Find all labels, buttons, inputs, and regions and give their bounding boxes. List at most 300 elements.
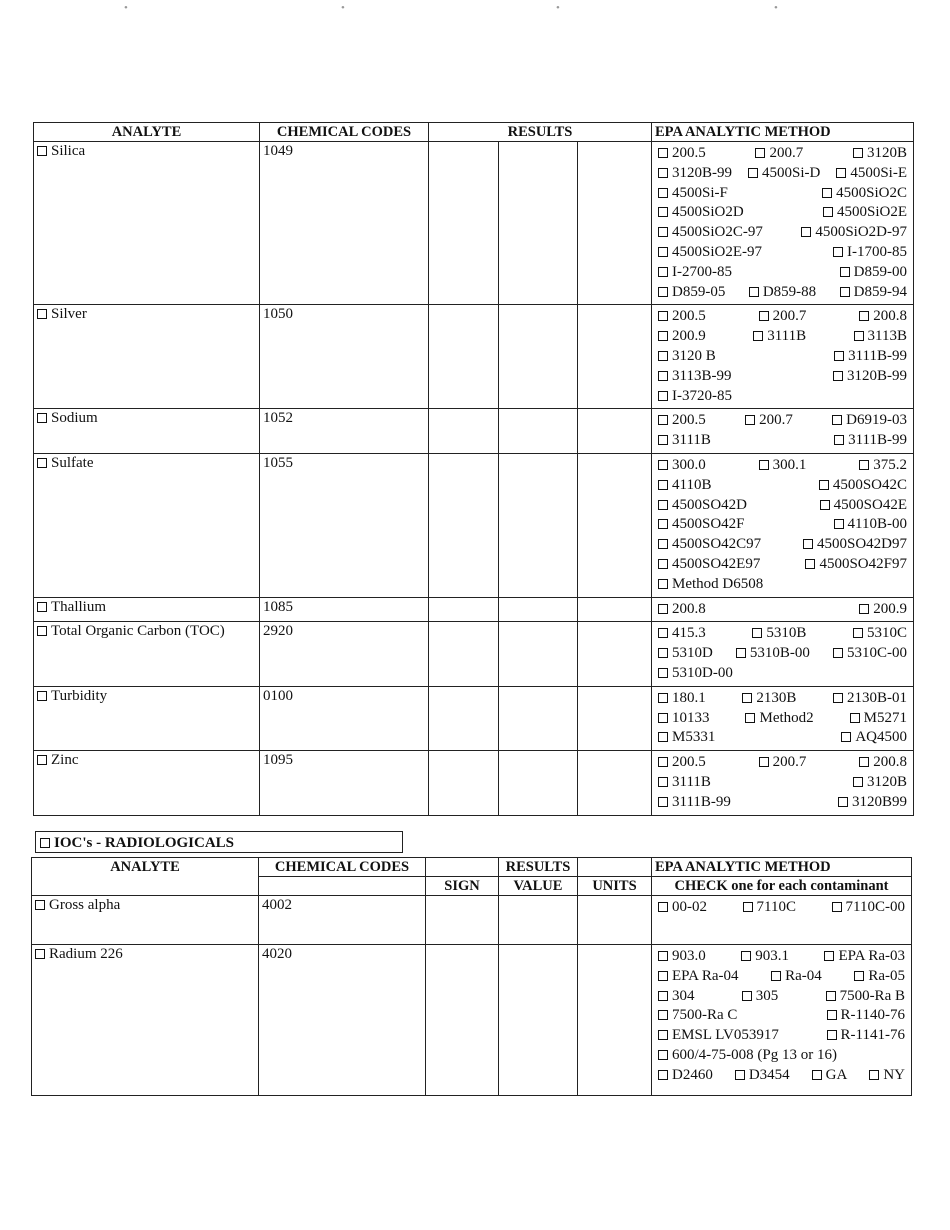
- method-option[interactable]: [658, 624, 706, 644]
- method-option[interactable]: [826, 987, 905, 1007]
- method-option[interactable]: [658, 164, 732, 184]
- method-option[interactable]: [836, 164, 907, 184]
- method-code: 4500SO42C: [832, 476, 907, 493]
- checkbox-icon[interactable]: [37, 755, 47, 765]
- checkbox-icon[interactable]: [827, 1010, 837, 1020]
- checkbox-icon[interactable]: [742, 991, 752, 1001]
- result-units-cell[interactable]: [578, 945, 652, 1096]
- checkbox-icon[interactable]: [824, 951, 834, 961]
- checkbox-icon[interactable]: [745, 713, 755, 723]
- method-option[interactable]: [827, 1026, 905, 1046]
- method-option[interactable]: [759, 456, 807, 476]
- method-line: [658, 203, 907, 223]
- method-option[interactable]: [658, 307, 706, 327]
- checkbox-icon[interactable]: [748, 168, 758, 178]
- method-option[interactable]: [853, 624, 907, 644]
- checkbox-icon[interactable]: [35, 900, 45, 910]
- method-code: I-2700-85: [672, 263, 732, 280]
- method-code: 200.9: [873, 600, 907, 617]
- method-line: [658, 387, 907, 407]
- checkbox-icon[interactable]: [833, 693, 843, 703]
- checkbox-icon[interactable]: [827, 1030, 837, 1040]
- analyte-name: Turbidity: [51, 687, 108, 704]
- checkbox-icon[interactable]: [859, 757, 869, 767]
- checkbox-icon[interactable]: [859, 604, 869, 614]
- checkbox-icon[interactable]: [812, 1070, 822, 1080]
- method-line: [658, 555, 907, 575]
- method-option[interactable]: [658, 689, 706, 709]
- method-option[interactable]: [752, 624, 806, 644]
- method-option[interactable]: [822, 184, 907, 204]
- method-option[interactable]: [742, 987, 779, 1007]
- analyte-cell[interactable]: [32, 896, 259, 945]
- method-option[interactable]: [827, 1006, 905, 1026]
- checkbox-icon[interactable]: [745, 415, 755, 425]
- checkbox-icon[interactable]: [819, 480, 829, 490]
- method-code: 4500SO42C97: [672, 536, 762, 553]
- method-option[interactable]: [658, 515, 745, 535]
- checkbox-icon[interactable]: [37, 413, 47, 423]
- method-option[interactable]: [658, 1066, 713, 1086]
- method-line: [658, 476, 907, 496]
- checkbox-icon[interactable]: [37, 626, 47, 636]
- checkbox-icon[interactable]: [840, 267, 850, 277]
- checkbox-icon[interactable]: [35, 949, 45, 959]
- checkbox-icon[interactable]: [826, 991, 836, 1001]
- table-row: [34, 686, 914, 750]
- result-sign-cell[interactable]: [429, 751, 499, 815]
- checkbox-icon[interactable]: [658, 267, 668, 277]
- checkbox-icon[interactable]: [759, 757, 769, 767]
- checkbox-icon[interactable]: [841, 732, 851, 742]
- method-code: 4500SO42E: [833, 496, 907, 513]
- codes-sub-blank: [259, 877, 426, 896]
- method-option[interactable]: [658, 644, 713, 664]
- method-option[interactable]: [833, 689, 907, 709]
- method-option[interactable]: [658, 327, 706, 347]
- checkbox-icon[interactable]: [37, 458, 47, 468]
- method-option[interactable]: [840, 283, 907, 303]
- method-option[interactable]: [658, 243, 762, 263]
- method-code: M5271: [863, 709, 907, 726]
- checkbox-icon[interactable]: [771, 971, 781, 981]
- analyte-cell[interactable]: [34, 142, 260, 305]
- result-units-cell[interactable]: [578, 142, 652, 305]
- chemical-code: 2920: [260, 622, 429, 686]
- checkbox-icon[interactable]: [658, 1070, 668, 1080]
- checkbox-icon[interactable]: [658, 500, 668, 510]
- method-code: 600/4-75-008 (Pg 13 or 16): [672, 1046, 837, 1063]
- result-value-cell[interactable]: [499, 896, 578, 945]
- method-option[interactable]: [658, 793, 731, 813]
- result-value-cell[interactable]: [499, 622, 578, 686]
- analyte-name: Sodium: [51, 410, 98, 427]
- checkbox-icon[interactable]: [833, 371, 843, 381]
- result-units-cell[interactable]: [578, 896, 652, 945]
- result-value-cell[interactable]: [499, 409, 578, 454]
- checkbox-icon[interactable]: [836, 168, 846, 178]
- checkbox-icon[interactable]: [853, 777, 863, 787]
- checkbox-icon[interactable]: [658, 1050, 668, 1060]
- method-code: 180.1: [672, 689, 706, 706]
- method-code: 5310D-00: [672, 664, 733, 681]
- method-option[interactable]: [819, 476, 907, 496]
- checkbox-icon[interactable]: [40, 838, 50, 848]
- checkbox-icon[interactable]: [658, 247, 668, 257]
- method-option[interactable]: [658, 947, 706, 967]
- checkbox-icon[interactable]: [801, 227, 811, 237]
- checkbox-icon[interactable]: [805, 559, 815, 569]
- result-units-cell[interactable]: [578, 305, 652, 409]
- method-option[interactable]: [771, 967, 822, 987]
- checkbox-icon[interactable]: [658, 1030, 668, 1040]
- checkbox-icon[interactable]: [759, 311, 769, 321]
- method-option[interactable]: [658, 367, 731, 387]
- checkbox-icon[interactable]: [658, 311, 668, 321]
- method-option[interactable]: [823, 203, 907, 223]
- checkbox-icon[interactable]: [834, 435, 844, 445]
- checkbox-icon[interactable]: [759, 460, 769, 470]
- method-line: [658, 456, 907, 476]
- result-sign-cell[interactable]: [429, 622, 499, 686]
- checkbox-icon[interactable]: [823, 207, 833, 217]
- method-option[interactable]: [859, 600, 907, 620]
- checkbox-icon[interactable]: [752, 628, 762, 638]
- method-option[interactable]: [658, 1026, 779, 1046]
- radiologicals-section-title[interactable]: IOC's - RADIOLOGICALS: [35, 831, 403, 853]
- method-option[interactable]: [658, 263, 732, 283]
- method-option[interactable]: [748, 164, 820, 184]
- result-units-cell[interactable]: [578, 597, 652, 622]
- method-option[interactable]: [759, 307, 807, 327]
- result-sign-cell[interactable]: [429, 305, 499, 409]
- method-code: 4500SiO2D: [672, 204, 744, 221]
- method-option[interactable]: [658, 496, 747, 516]
- method-option[interactable]: [840, 263, 907, 283]
- method-option[interactable]: [658, 709, 710, 729]
- method-code: R-1140-76: [840, 1007, 905, 1024]
- table-row: [34, 597, 914, 622]
- checkbox-icon[interactable]: [735, 1070, 745, 1080]
- method-option[interactable]: [824, 947, 905, 967]
- result-units-cell[interactable]: [578, 751, 652, 815]
- method-option[interactable]: [869, 1066, 905, 1086]
- method-code: I-3720-85: [672, 387, 732, 404]
- method-option[interactable]: [658, 967, 739, 987]
- method-code: 200.5: [672, 145, 706, 161]
- result-sign-cell[interactable]: [429, 597, 499, 622]
- checkbox-icon[interactable]: [658, 371, 668, 381]
- method-option[interactable]: [658, 555, 760, 575]
- method-option[interactable]: [658, 144, 706, 164]
- method-code: D859-88: [762, 283, 817, 300]
- method-code: EMSL LV053917: [672, 1027, 779, 1044]
- method-option[interactable]: [658, 753, 706, 773]
- checkbox-icon[interactable]: [743, 902, 753, 912]
- method-option[interactable]: [658, 575, 763, 595]
- method-code: 4500SiO2C-97: [672, 224, 763, 241]
- method-option[interactable]: [859, 307, 907, 327]
- method-code: 200.5: [672, 308, 706, 325]
- method-option[interactable]: [832, 898, 905, 918]
- checkbox-icon[interactable]: [658, 579, 668, 589]
- result-sign-cell[interactable]: [429, 453, 499, 597]
- method-code: 3120B: [866, 773, 907, 790]
- method-option[interactable]: [658, 987, 695, 1007]
- result-units-cell[interactable]: [578, 453, 652, 597]
- checkbox-icon[interactable]: [832, 415, 842, 425]
- method-line: [658, 644, 907, 664]
- result-sign-cell[interactable]: [429, 142, 499, 305]
- table-row: [32, 896, 912, 945]
- checkbox-icon[interactable]: [749, 287, 759, 297]
- checkbox-icon[interactable]: [658, 519, 668, 529]
- method-code: NY: [883, 1066, 905, 1083]
- method-option[interactable]: [805, 555, 907, 575]
- method-option[interactable]: [658, 223, 763, 243]
- checkbox-icon[interactable]: [741, 951, 751, 961]
- method-option[interactable]: [854, 327, 907, 347]
- result-value-cell[interactable]: [499, 945, 578, 1096]
- method-option[interactable]: [850, 709, 907, 729]
- checkbox-icon[interactable]: [658, 604, 668, 614]
- analyte-cell[interactable]: [34, 453, 260, 597]
- checkbox-icon[interactable]: [658, 227, 668, 237]
- checkbox-icon[interactable]: [658, 797, 668, 807]
- method-option[interactable]: [658, 1006, 737, 1026]
- method-option[interactable]: [735, 1066, 790, 1086]
- checkbox-icon[interactable]: [658, 757, 668, 767]
- result-value-cell[interactable]: [499, 597, 578, 622]
- method-option[interactable]: [832, 411, 907, 431]
- method-code: 4500SiO2E: [836, 204, 907, 221]
- method-code: 415.3: [672, 625, 706, 642]
- checkbox-icon[interactable]: [658, 207, 668, 217]
- method-line: [658, 164, 907, 184]
- method-option[interactable]: [658, 728, 715, 748]
- analyte-cell[interactable]: [34, 751, 260, 815]
- checkbox-icon[interactable]: [853, 148, 863, 158]
- checkbox-icon[interactable]: [37, 691, 47, 701]
- checkbox-icon[interactable]: [658, 188, 668, 198]
- analyte-cell[interactable]: [34, 622, 260, 686]
- result-sign-cell[interactable]: [429, 409, 499, 454]
- chemical-code: 4020: [259, 945, 426, 1096]
- result-sign-cell[interactable]: [426, 896, 499, 945]
- checkbox-icon[interactable]: [833, 648, 843, 658]
- result-sign-cell[interactable]: [426, 945, 499, 1096]
- method-option[interactable]: [833, 644, 907, 664]
- checkbox-icon[interactable]: [658, 902, 668, 912]
- checkbox-icon[interactable]: [832, 902, 842, 912]
- method-option[interactable]: [820, 496, 907, 516]
- checkbox-icon[interactable]: [658, 951, 668, 961]
- checkbox-icon[interactable]: [869, 1070, 879, 1080]
- method-option[interactable]: [658, 347, 716, 367]
- method-header: EPA ANALYTIC METHOD: [652, 123, 914, 142]
- method-code: 200.8: [873, 308, 907, 325]
- checkbox-icon[interactable]: [803, 539, 813, 549]
- checkbox-icon[interactable]: [658, 287, 668, 297]
- checkbox-icon[interactable]: [37, 146, 47, 156]
- method-option[interactable]: [743, 898, 796, 918]
- method-option[interactable]: [803, 535, 907, 555]
- method-line: [658, 898, 905, 918]
- method-option[interactable]: [854, 967, 905, 987]
- checkbox-icon[interactable]: [658, 971, 668, 981]
- method-option[interactable]: [658, 773, 711, 793]
- method-option[interactable]: [749, 283, 816, 303]
- checkbox-icon[interactable]: [853, 628, 863, 638]
- method-option[interactable]: [658, 184, 728, 204]
- checkbox-icon[interactable]: [658, 648, 668, 658]
- checkbox-icon[interactable]: [658, 148, 668, 158]
- value-header: VALUE: [499, 877, 578, 896]
- method-option[interactable]: [834, 431, 907, 451]
- method-code: AQ4500: [855, 729, 907, 746]
- method-option[interactable]: [859, 753, 907, 773]
- method-option[interactable]: [853, 773, 907, 793]
- method-option[interactable]: [834, 347, 907, 367]
- checkbox-icon[interactable]: [658, 331, 668, 341]
- method-line: [658, 263, 907, 283]
- table-row: [34, 622, 914, 686]
- method-option[interactable]: [658, 283, 725, 303]
- checkbox-icon[interactable]: [658, 777, 668, 787]
- method-option[interactable]: [755, 144, 803, 164]
- method-option[interactable]: [759, 753, 807, 773]
- method-option[interactable]: [658, 431, 711, 451]
- checkbox-icon[interactable]: [658, 713, 668, 723]
- checkbox-icon[interactable]: [658, 435, 668, 445]
- result-units-cell[interactable]: [578, 409, 652, 454]
- checkbox-icon[interactable]: [854, 331, 864, 341]
- checkbox-icon[interactable]: [755, 148, 765, 158]
- method-option[interactable]: [834, 515, 907, 535]
- method-option[interactable]: [741, 947, 789, 967]
- method-option[interactable]: [745, 411, 793, 431]
- method-code: 3120B-99: [672, 164, 732, 181]
- method-code: 7110C: [756, 899, 796, 915]
- result-units-cell[interactable]: [578, 686, 652, 750]
- analyte-cell[interactable]: [34, 305, 260, 409]
- method-code: 200.8: [873, 754, 907, 771]
- checkbox-icon[interactable]: [834, 351, 844, 361]
- analyte-table: [33, 122, 914, 816]
- analyte-cell[interactable]: [32, 945, 259, 1096]
- method-option[interactable]: [658, 411, 706, 431]
- method-option[interactable]: [658, 600, 706, 620]
- checkbox-icon[interactable]: [840, 287, 850, 297]
- method-option[interactable]: [833, 243, 907, 263]
- method-options-cell: [652, 142, 914, 305]
- method-option[interactable]: [658, 898, 707, 918]
- checkbox-icon[interactable]: [753, 331, 763, 341]
- checkbox-icon[interactable]: [658, 168, 668, 178]
- method-option[interactable]: [833, 367, 907, 387]
- checkbox-icon[interactable]: [658, 628, 668, 638]
- method-option[interactable]: [658, 387, 732, 407]
- checkbox-icon[interactable]: [658, 480, 668, 490]
- method-code: 4500SO42F: [672, 516, 745, 533]
- method-option[interactable]: [745, 709, 813, 729]
- method-option[interactable]: [658, 664, 733, 684]
- method-code: 4500SO42F97: [819, 555, 907, 572]
- checkbox-icon[interactable]: [658, 391, 668, 401]
- result-value-cell[interactable]: [499, 305, 578, 409]
- result-value-cell[interactable]: [499, 453, 578, 597]
- checkbox-icon[interactable]: [658, 693, 668, 703]
- checkbox-icon[interactable]: [859, 460, 869, 470]
- checkbox-icon[interactable]: [658, 539, 668, 549]
- checkbox-icon[interactable]: [838, 797, 848, 807]
- result-units-cell[interactable]: [578, 622, 652, 686]
- method-option[interactable]: [859, 456, 907, 476]
- checkbox-icon[interactable]: [854, 971, 864, 981]
- method-option[interactable]: [658, 1046, 837, 1066]
- method-option[interactable]: [658, 476, 711, 496]
- method-option[interactable]: [801, 223, 907, 243]
- analyte-cell[interactable]: [34, 409, 260, 454]
- method-option[interactable]: [742, 689, 796, 709]
- method-option[interactable]: [753, 327, 806, 347]
- chemical-code: 1085: [260, 597, 429, 622]
- result-value-cell[interactable]: [499, 686, 578, 750]
- checkbox-icon[interactable]: [658, 559, 668, 569]
- checkbox-icon[interactable]: [859, 311, 869, 321]
- result-value-cell[interactable]: [499, 142, 578, 305]
- checkbox-icon[interactable]: [820, 500, 830, 510]
- checkbox-icon[interactable]: [658, 415, 668, 425]
- checkbox-icon[interactable]: [37, 309, 47, 319]
- checkbox-icon[interactable]: [658, 351, 668, 361]
- analyte-cell[interactable]: [34, 597, 260, 622]
- analyte-name: Silver: [51, 306, 87, 323]
- method-code: 4500SO42E97: [672, 555, 761, 572]
- method-option[interactable]: [658, 535, 761, 555]
- checkbox-icon[interactable]: [822, 188, 832, 198]
- checkbox-icon[interactable]: [850, 713, 860, 723]
- checkbox-icon[interactable]: [833, 247, 843, 257]
- checkbox-icon[interactable]: [658, 1010, 668, 1020]
- checkbox-icon[interactable]: [742, 693, 752, 703]
- method-line: [658, 367, 907, 387]
- method-option[interactable]: [736, 644, 810, 664]
- method-option[interactable]: [658, 203, 744, 223]
- method-line: [658, 709, 907, 729]
- result-value-cell[interactable]: [499, 751, 578, 815]
- analyte-cell[interactable]: [34, 686, 260, 750]
- method-line: [658, 223, 907, 243]
- method-option[interactable]: [841, 728, 907, 748]
- checkbox-icon[interactable]: [658, 668, 668, 678]
- table-row: [34, 409, 914, 454]
- checkbox-icon[interactable]: [834, 519, 844, 529]
- method-code: 200.5: [672, 754, 706, 771]
- checkbox-icon[interactable]: [37, 602, 47, 612]
- method-line: [658, 184, 907, 204]
- method-option[interactable]: [812, 1066, 848, 1086]
- method-option[interactable]: [838, 793, 907, 813]
- checkbox-icon[interactable]: [736, 648, 746, 658]
- checkbox-icon[interactable]: [658, 991, 668, 1001]
- method-option[interactable]: [658, 456, 706, 476]
- checkbox-icon[interactable]: [658, 732, 668, 742]
- checkbox-icon[interactable]: [658, 460, 668, 470]
- result-sign-cell[interactable]: [429, 686, 499, 750]
- method-code: 4500Si-E: [850, 164, 907, 181]
- method-option[interactable]: [853, 144, 907, 164]
